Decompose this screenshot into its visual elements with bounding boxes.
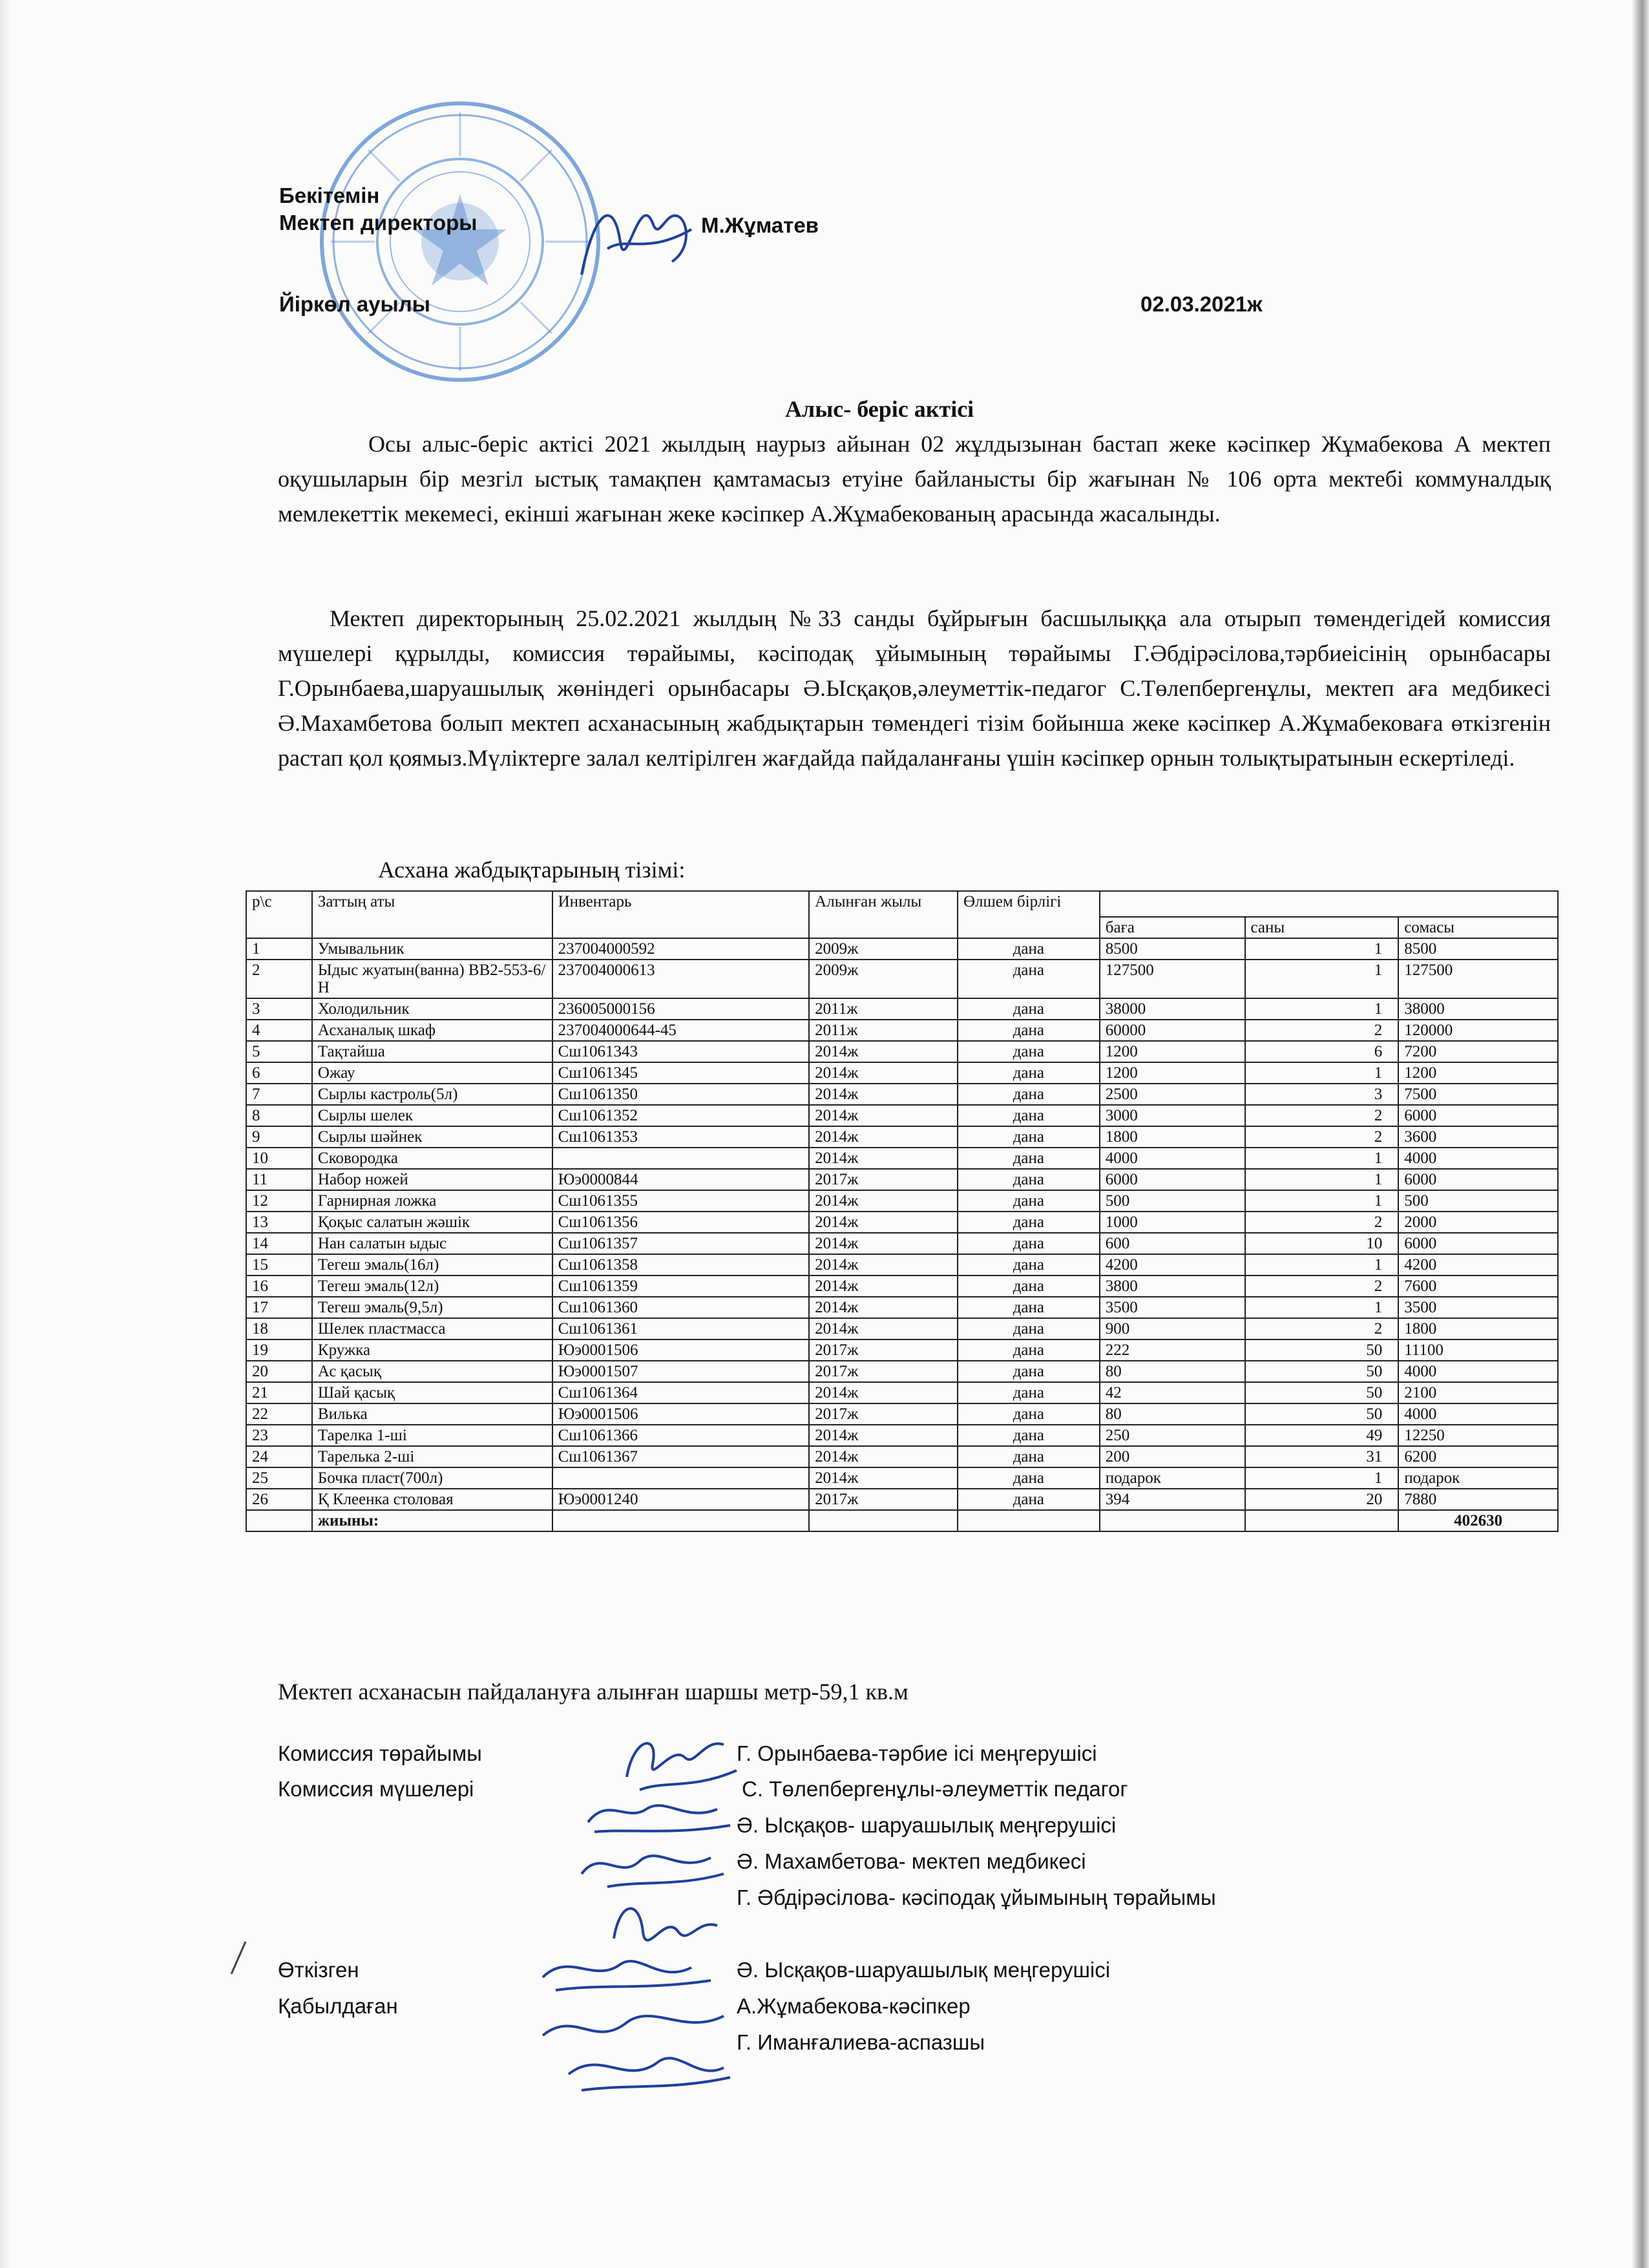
table-row [246, 1361, 1558, 1382]
table-row [246, 960, 1558, 998]
cell-year: 2017ж [809, 1403, 958, 1425]
header-price: баға [1100, 917, 1245, 938]
cell-unit: дана [958, 998, 1100, 1020]
cell-num: 4 [246, 1020, 312, 1041]
cell-qty: 2 [1245, 1105, 1399, 1126]
paragraph-1 [278, 426, 1551, 531]
cell-unit: дана [958, 1403, 1100, 1425]
cell-qty: 1 [1245, 1297, 1399, 1318]
cell-inventory: Сш1061343 [552, 1041, 810, 1062]
cell-price: 500 [1100, 1190, 1245, 1212]
cell-year: 2009ж [809, 938, 958, 960]
cell-year: 2011ж [809, 998, 958, 1020]
cell-qty: 20 [1245, 1489, 1399, 1510]
member-1: С. Төлепбергенұлы-әлеуметтік педагог [742, 1777, 1128, 1801]
cell-qty: 1 [1245, 1190, 1399, 1212]
area-note: Мектеп асханасын пайдалануға алынған шаршы метр-59,1 кв.м [278, 1679, 909, 1705]
cell-qty: 50 [1245, 1382, 1399, 1403]
cell-name: Гарнирная ложка [312, 1190, 552, 1212]
cell-unit: дана [958, 1489, 1100, 1510]
cell-year: 2014ж [809, 1126, 958, 1148]
cell-num: 12 [246, 1190, 312, 1212]
cell-qty: 2 [1245, 1020, 1399, 1041]
cell-inventory: 237004000613 [552, 960, 810, 998]
table-row [246, 1169, 1558, 1190]
total-empty-cell [809, 1510, 958, 1531]
cell-sum: 3500 [1398, 1297, 1558, 1318]
handed-label: Өткізген [278, 1958, 359, 1982]
cell-year: 2014ж [809, 1084, 958, 1105]
cell-year: 2017ж [809, 1361, 958, 1382]
cell-unit: дана [958, 1190, 1100, 1212]
village-name: Йіркөл ауылы [279, 292, 430, 316]
cell-year: 2014ж [809, 1276, 958, 1297]
cell-price: 250 [1100, 1425, 1245, 1446]
cell-name: Кружка [312, 1339, 552, 1361]
cell-inventory: Сш1061366 [552, 1425, 810, 1446]
cell-price: 38000 [1100, 998, 1245, 1020]
table-row [246, 1403, 1558, 1425]
table-row [246, 1190, 1558, 1212]
cell-inventory: Сш1061361 [552, 1318, 810, 1339]
cell-sum: 7500 [1398, 1084, 1558, 1105]
header-group [1100, 891, 1558, 917]
cell-num: 23 [246, 1425, 312, 1446]
cell-name: Ожау [312, 1062, 552, 1084]
cell-qty: 50 [1245, 1339, 1399, 1361]
cell-year: 2014ж [809, 1062, 958, 1084]
cell-year: 2009ж [809, 960, 958, 998]
cell-name: Холодильник [312, 998, 552, 1020]
cell-name: Сырлы шелек [312, 1105, 552, 1126]
cell-inventory: Юэ0001240 [552, 1489, 810, 1510]
table-row [246, 1084, 1558, 1105]
cell-price: 1000 [1100, 1212, 1245, 1233]
cell-year: 2017ж [809, 1339, 958, 1361]
cell-year: 2014ж [809, 1212, 958, 1233]
cell-year: 2011ж [809, 1020, 958, 1041]
cell-price: 6000 [1100, 1169, 1245, 1190]
table-row [246, 1276, 1558, 1297]
cell-year: 2014ж [809, 1233, 958, 1254]
cell-sum: 6000 [1398, 1105, 1558, 1126]
cell-qty: 1 [1245, 1467, 1399, 1489]
cell-price: 8500 [1100, 938, 1245, 960]
table-row [246, 1148, 1558, 1169]
cell-year: 2014ж [809, 1467, 958, 1489]
cell-num: 15 [246, 1254, 312, 1276]
cell-unit: дана [958, 1148, 1100, 1169]
cell-num: 13 [246, 1212, 312, 1233]
cell-qty: 1 [1245, 938, 1399, 960]
cell-num: 26 [246, 1489, 312, 1510]
cell-sum: подарок [1398, 1467, 1558, 1489]
cell-num: 11 [246, 1169, 312, 1190]
cell-price: 394 [1100, 1489, 1245, 1510]
cell-year: 2017ж [809, 1169, 958, 1190]
header-qty: саны [1245, 917, 1399, 938]
table-row [246, 1126, 1558, 1148]
chair-label: Комиссия төрайымы [278, 1741, 482, 1765]
cell-name: Тегеш эмаль(12л) [312, 1276, 552, 1297]
cell-price: подарок [1100, 1467, 1245, 1489]
cell-name: Нан салатын ыдыс [312, 1233, 552, 1254]
cell-unit: дана [958, 1254, 1100, 1276]
cell-name: Вилька [312, 1403, 552, 1425]
cell-num: 9 [246, 1126, 312, 1148]
table-row [246, 1382, 1558, 1403]
scan-edge-left [0, 0, 9, 2268]
cell-qty: 49 [1245, 1425, 1399, 1446]
cell-num: 20 [246, 1361, 312, 1382]
cell-sum: 1200 [1398, 1062, 1558, 1084]
cell-sum: 120000 [1398, 1020, 1558, 1041]
cell-num: 3 [246, 998, 312, 1020]
cell-qty: 2 [1245, 1318, 1399, 1339]
table-row [246, 1105, 1558, 1126]
cell-inventory: Юэ0001506 [552, 1339, 810, 1361]
cell-name: Ас қасық [312, 1361, 552, 1382]
cell-price: 1200 [1100, 1041, 1245, 1062]
cell-sum: 500 [1398, 1190, 1558, 1212]
cell-price: 3800 [1100, 1276, 1245, 1297]
handed-name: Ә. Ысқақов-шаруашылық меңгерушісі [737, 1958, 1111, 1982]
cell-inventory: Сш1061350 [552, 1084, 810, 1105]
table-body [246, 938, 1558, 1510]
chair-name: Г. Орынбаева-тәрбие ісі меңгерушісі [737, 1741, 1097, 1765]
cell-unit: дана [958, 1020, 1100, 1041]
table-row [246, 1297, 1558, 1318]
cell-sum: 4000 [1398, 1403, 1558, 1425]
cell-price: 1800 [1100, 1126, 1245, 1148]
cell-num: 7 [246, 1084, 312, 1105]
cell-name: Сковородка [312, 1148, 552, 1169]
cell-price: 42 [1100, 1382, 1245, 1403]
official-stamp [315, 97, 605, 386]
cell-num: 6 [246, 1062, 312, 1084]
members-label: Комиссия мүшелері [278, 1777, 474, 1801]
cell-inventory: Сш1061359 [552, 1276, 810, 1297]
cell-name: Тегеш эмаль(16л) [312, 1254, 552, 1276]
cell-name: Сырлы кастроль(5л) [312, 1084, 552, 1105]
table-row [246, 1425, 1558, 1446]
cell-qty: 1 [1245, 1148, 1399, 1169]
cell-num: 10 [246, 1148, 312, 1169]
cell-inventory: 237004000644-45 [552, 1020, 810, 1041]
cell-qty: 2 [1245, 1276, 1399, 1297]
member-3: Ә. Махамбетова- мектеп медбикесі [737, 1849, 1086, 1873]
cell-inventory: Сш1061356 [552, 1212, 810, 1233]
cell-sum: 6200 [1398, 1446, 1558, 1467]
received-name-1: А.Жұмабекова-кәсіпкер [737, 1994, 971, 2018]
cell-inventory: Сш1061353 [552, 1126, 810, 1148]
cell-num: 1 [246, 938, 312, 960]
received-name-2: Г. Иманғалиева-аспазшы [737, 2030, 985, 2054]
cell-inventory: Сш1061358 [552, 1254, 810, 1276]
cell-unit: дана [958, 1041, 1100, 1062]
director-name: М.Жұматев [701, 213, 819, 237]
approval-block [279, 182, 477, 236]
cell-qty: 1 [1245, 1254, 1399, 1276]
table-row [246, 938, 1558, 960]
cell-price: 80 [1100, 1403, 1245, 1425]
cell-year: 2014ж [809, 1425, 958, 1446]
director-signature [569, 171, 704, 300]
cell-name: Қоқыс салатын жәшік [312, 1212, 552, 1233]
cell-num: 22 [246, 1403, 312, 1425]
cell-year: 2014ж [809, 1297, 958, 1318]
cell-sum: 38000 [1398, 998, 1558, 1020]
cell-unit: дана [958, 960, 1100, 998]
cell-inventory [552, 1467, 810, 1489]
cell-num: 2 [246, 960, 312, 998]
director-label: Мектеп директоры [279, 211, 478, 235]
cell-sum: 12250 [1398, 1425, 1558, 1446]
cell-unit: дана [958, 1361, 1100, 1382]
cell-sum: 6000 [1398, 1233, 1558, 1254]
table-row [246, 1062, 1558, 1084]
cell-year: 2014ж [809, 1254, 958, 1276]
cell-inventory: Юэ0001506 [552, 1403, 810, 1425]
total-empty-cell [1100, 1510, 1245, 1531]
cell-num: 24 [246, 1446, 312, 1467]
cell-sum: 2100 [1398, 1382, 1558, 1403]
cell-sum: 2000 [1398, 1212, 1558, 1233]
table-row [246, 998, 1558, 1020]
cell-num: 18 [246, 1318, 312, 1339]
cell-unit: дана [958, 1126, 1100, 1148]
cell-qty: 1 [1245, 1062, 1399, 1084]
cell-unit: дана [958, 1276, 1100, 1297]
cell-num: 21 [246, 1382, 312, 1403]
cell-price: 4200 [1100, 1254, 1245, 1276]
cell-price: 60000 [1100, 1020, 1245, 1041]
table-row [246, 1233, 1558, 1254]
cell-name: Тегеш эмаль(9,5л) [312, 1297, 552, 1318]
cell-price: 3000 [1100, 1105, 1245, 1126]
cell-unit: дана [958, 1212, 1100, 1233]
cell-name: Набор ножей [312, 1169, 552, 1190]
cell-year: 2014ж [809, 1105, 958, 1126]
cell-qty: 3 [1245, 1084, 1399, 1105]
cell-name: Тарелка 1-ші [312, 1425, 552, 1446]
cell-name: Тарелька 2-ші [312, 1446, 552, 1467]
cell-sum: 11100 [1398, 1339, 1558, 1361]
header-sum: сомасы [1398, 917, 1558, 938]
scan-edge-right [1632, 0, 1649, 2268]
header-year: Алынған жылы [809, 891, 958, 938]
cell-inventory: 236005000156 [552, 998, 810, 1020]
member-2: Ә. Ысқақов- шаруашылық меңгерушісі [737, 1813, 1117, 1837]
cell-unit: дана [958, 1318, 1100, 1339]
cell-sum: 6000 [1398, 1169, 1558, 1190]
cell-qty: 1 [1245, 998, 1399, 1020]
cell-unit: дана [958, 1105, 1100, 1126]
header-num: р\с [246, 891, 312, 938]
cell-unit: дана [958, 1297, 1100, 1318]
table-row [246, 1467, 1558, 1489]
cell-qty: 50 [1245, 1361, 1399, 1382]
cell-sum: 7880 [1398, 1489, 1558, 1510]
table-header-row [246, 891, 1558, 917]
cell-name: Шелек пластмасса [312, 1318, 552, 1339]
cell-sum: 7600 [1398, 1276, 1558, 1297]
total-empty-cell [552, 1510, 810, 1531]
cell-name: Қ Клеенка столовая [312, 1489, 552, 1510]
cell-year: 2014ж [809, 1382, 958, 1403]
cell-sum: 4000 [1398, 1148, 1558, 1169]
member-4: Г. Әбдірәсілова- кәсіподақ ұйымының төрайымы [737, 1885, 1216, 1909]
cell-sum: 127500 [1398, 960, 1558, 998]
cell-unit: дана [958, 1382, 1100, 1403]
document-title: Алыс- беріс актісі [785, 396, 974, 422]
cell-inventory: Сш1061357 [552, 1233, 810, 1254]
total-empty-cell [246, 1510, 312, 1531]
total-value: 402630 [1398, 1510, 1558, 1531]
cell-unit: дана [958, 1467, 1100, 1489]
received-label: Қабылдаған [278, 1994, 398, 2018]
cell-name: Бочка пласт(700л) [312, 1467, 552, 1489]
cell-price: 900 [1100, 1318, 1245, 1339]
table-row [246, 1212, 1558, 1233]
cell-year: 2014ж [809, 1446, 958, 1467]
cell-price: 4000 [1100, 1148, 1245, 1169]
cell-inventory: Юэ0001507 [552, 1361, 810, 1382]
table-total-row [246, 1510, 1558, 1531]
cell-unit: дана [958, 1169, 1100, 1190]
cell-price: 200 [1100, 1446, 1245, 1467]
cell-name: Ыдыс жуатын(ванна) ВВ2-553-6/ Н [312, 960, 552, 998]
cell-unit: дана [958, 1446, 1100, 1467]
cell-num: 19 [246, 1339, 312, 1361]
cell-unit: дана [958, 1425, 1100, 1446]
cell-sum: 4000 [1398, 1361, 1558, 1382]
margin-mark [226, 1938, 252, 1977]
cell-num: 5 [246, 1041, 312, 1062]
cell-unit: дана [958, 938, 1100, 960]
cell-qty: 6 [1245, 1041, 1399, 1062]
cell-price: 2500 [1100, 1084, 1245, 1105]
approve-label: Бекітемін [279, 184, 380, 207]
cell-qty: 50 [1245, 1403, 1399, 1425]
table-row [246, 1318, 1558, 1339]
cell-num: 14 [246, 1233, 312, 1254]
table-row [246, 1339, 1558, 1361]
cell-price: 222 [1100, 1339, 1245, 1361]
table-row [246, 1020, 1558, 1041]
cell-name: Умывальник [312, 938, 552, 960]
table-row [246, 1489, 1558, 1510]
cell-price: 1200 [1100, 1062, 1245, 1084]
cell-sum: 3600 [1398, 1126, 1558, 1148]
cell-name: Тақтайша [312, 1041, 552, 1062]
cell-num: 17 [246, 1297, 312, 1318]
cell-sum: 8500 [1398, 938, 1558, 960]
cell-year: 2014ж [809, 1190, 958, 1212]
cell-name: Сырлы шәйнек [312, 1126, 552, 1148]
header-unit: Өлшем бірлігі [958, 891, 1100, 938]
cell-price: 600 [1100, 1233, 1245, 1254]
cell-num: 25 [246, 1467, 312, 1489]
cell-inventory: Сш1061360 [552, 1297, 810, 1318]
cell-unit: дана [958, 1084, 1100, 1105]
cell-qty: 2 [1245, 1126, 1399, 1148]
cell-qty: 31 [1245, 1446, 1399, 1467]
cell-inventory: Сш1061364 [552, 1382, 810, 1403]
cell-price: 80 [1100, 1361, 1245, 1382]
cell-inventory: Юэ0000844 [552, 1169, 810, 1190]
cell-year: 2014ж [809, 1148, 958, 1169]
total-empty-cell [958, 1510, 1100, 1531]
cell-inventory: Сш1061355 [552, 1190, 810, 1212]
cell-sum: 7200 [1398, 1041, 1558, 1062]
cell-qty: 10 [1245, 1233, 1399, 1254]
cell-year: 2017ж [809, 1489, 958, 1510]
total-label: жиыны: [312, 1510, 552, 1531]
cell-unit: дана [958, 1233, 1100, 1254]
document-date: 02.03.2021ж [1140, 292, 1263, 316]
table-row [246, 1446, 1558, 1467]
cell-qty: 1 [1245, 1169, 1399, 1190]
cell-unit: дана [958, 1062, 1100, 1084]
table-row [246, 1254, 1558, 1276]
handover-signatures [530, 1945, 737, 2100]
total-empty-cell [1245, 1510, 1399, 1531]
cell-inventory: Сш1061345 [552, 1062, 810, 1084]
paragraph-1-text: Осы алыс-беріс актісі 2021 жылдың наурыз айынан 02 жұлдызынан бастап жеке кәсіпкер Жұмабекова А мектеп оқушыларын бір мезгіл ыстық тамақпен қамтамасыз етуіне байланысты бір жағынан № 106 орта мектебі коммуналдық мемлекеттік мекемесі, екінші жағынан жеке кәсіпкер А.Жұмабекованың арасында жасалынды. [278, 431, 1551, 527]
cell-inventory: 237004000592 [552, 938, 810, 960]
cell-inventory [552, 1148, 810, 1169]
cell-inventory: Сш1061352 [552, 1105, 810, 1126]
cell-year: 2014ж [809, 1041, 958, 1062]
cell-qty: 1 [1245, 960, 1399, 998]
cell-price: 127500 [1100, 960, 1245, 998]
cell-num: 16 [246, 1276, 312, 1297]
table-row [246, 1041, 1558, 1062]
paragraph-2 [278, 601, 1551, 775]
cell-name: Асханалық шкаф [312, 1020, 552, 1041]
cell-unit: дана [958, 1339, 1100, 1361]
header-name: Заттың аты [312, 891, 552, 938]
cell-name: Шай қасық [312, 1382, 552, 1403]
list-title: Асхана жабдықтарының тізімі: [378, 857, 686, 883]
header-inventory: Инвентарь [552, 891, 810, 938]
cell-qty: 2 [1245, 1212, 1399, 1233]
equipment-table [246, 890, 1559, 1532]
cell-num: 8 [246, 1105, 312, 1126]
cell-price: 3500 [1100, 1297, 1245, 1318]
cell-year: 2014ж [809, 1318, 958, 1339]
cell-inventory: Сш1061367 [552, 1446, 810, 1467]
cell-sum: 1800 [1398, 1318, 1558, 1339]
cell-sum: 4200 [1398, 1254, 1558, 1276]
paragraph-2-text: Мектеп директорының 25.02.2021 жылдың №33 санды бұйрығын басшылыққа ала отырып төмендегідей комиссия мүшелері құрылды, комиссия төрайымы, кәсіподақ ұйымының төрайымы Г.Әбдірәсілова,тәрбиеісінің орынбасары Г.Орынбаева,шаруашылық жөніндегі орынбасары Ә.Ысқақов,әлеуметтік-педагог С.Төлепбергенұлы, мектеп аға медбикесі Ә.Махамбетова болып мектеп асханасының жабдықтарын төмендегі тізім бойынша жеке кәсіпкер А.Жұмабековаға өткізгенін растап қол қоямыз.Мүліктерге залал келтірілген жағдайда пайдаланғаны үшін кәсіпкер орнын толықтыратынын ескертіледі. [278, 605, 1551, 771]
